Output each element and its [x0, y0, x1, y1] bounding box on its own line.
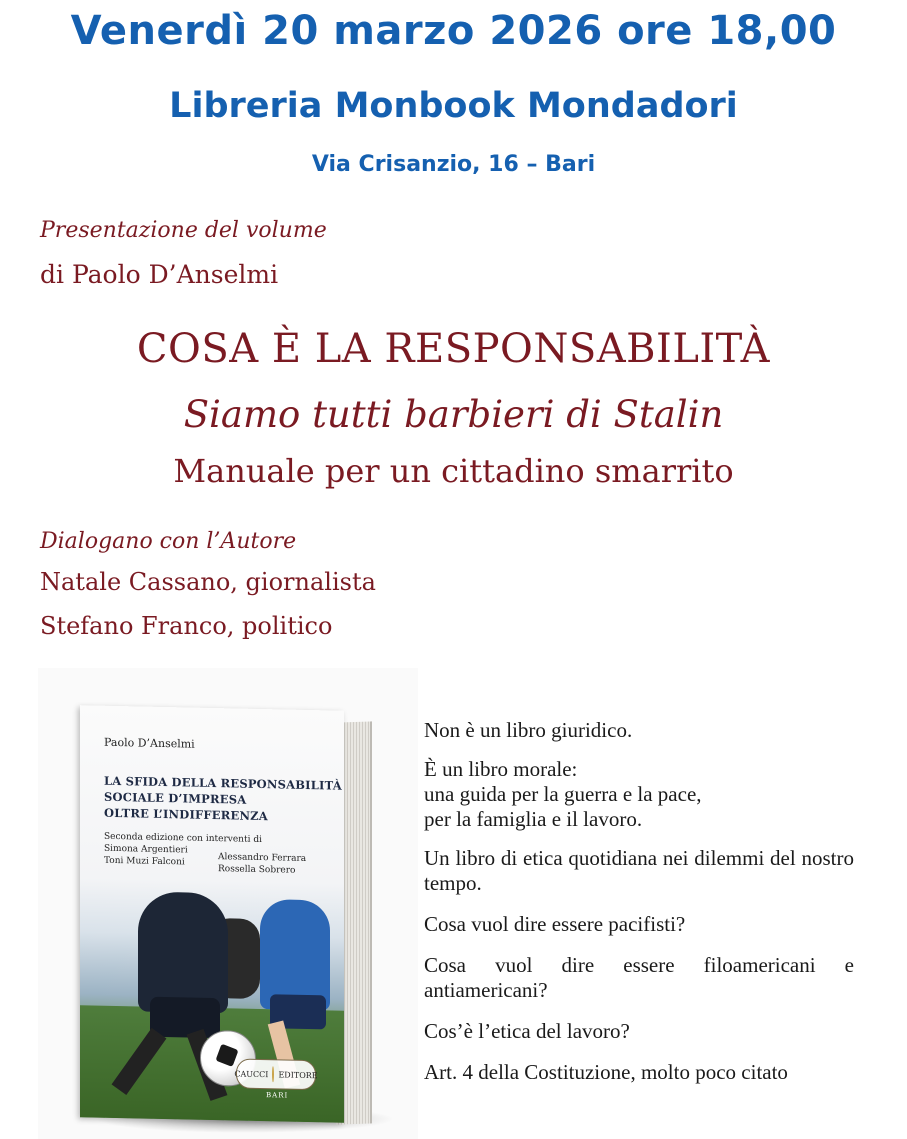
- book-subtitle: Siamo tutti barbieri di Stalin: [183, 393, 724, 436]
- book-tagline: Manuale per un cittadino smarrito: [173, 452, 734, 490]
- cover-contributor: Toni Muzi Falconi: [104, 855, 185, 868]
- cover-title-line: OLTRE L’INDIFFERENZA: [104, 805, 268, 824]
- book-cover: [80, 705, 344, 1123]
- publisher-name-left: CAUCCI: [234, 1068, 269, 1079]
- description-paragraph: Cos’è l’etica del lavoro?: [424, 1019, 630, 1043]
- description-paragraph: Art. 4 della Costituzione, molto poco citato: [424, 1060, 788, 1084]
- book-title: COSA È LA RESPONSABILITÀ: [136, 326, 771, 372]
- description-paragraph: Cosa vuol dire essere pacifisti?: [424, 912, 686, 936]
- dialog-label: Dialogano con l’Autore: [40, 529, 297, 554]
- description-paragraph: [424, 757, 854, 832]
- publisher-name-right: EDITORE: [278, 1069, 318, 1080]
- publisher-city: BARI: [266, 1091, 289, 1100]
- cover-title-line: SOCIALE D’IMPRESA: [104, 789, 247, 807]
- description-paragraph: Cosa vuol dire essere filoamericani e antiamericani?: [424, 953, 854, 1002]
- cover-contributor: Simona Argentieri: [104, 843, 188, 856]
- description-line: per la famiglia e il lavoro.: [424, 807, 643, 831]
- player-shorts: [150, 997, 220, 1038]
- book-description: [424, 718, 854, 1085]
- cover-title-line: LA SFIDA DELLA RESPONSABILITÀ: [104, 773, 342, 793]
- speaker-item: Stefano Franco, politico: [40, 612, 333, 640]
- cover-contributor: Alessandro Ferrara: [218, 852, 307, 864]
- venue-address: Via Crisanzio, 16 – Bari: [311, 152, 596, 177]
- author-line: di Paolo D’Anselmi: [40, 260, 279, 289]
- publisher-logo: [236, 1059, 316, 1091]
- description-line: una guida per la guerra e la pace,: [424, 782, 702, 806]
- event-date-time: Venerdì 20 marzo 2026 ore 18,00: [70, 8, 837, 54]
- description-paragraph: Non è un libro giuridico.: [424, 718, 633, 742]
- cover-contributor: Rossella Sobrero: [218, 864, 296, 876]
- speaker-item: Natale Cassano, giornalista: [40, 568, 376, 596]
- description-line: È un libro morale:: [424, 757, 578, 781]
- publisher-seal-icon: [272, 1066, 274, 1082]
- player-figure: [138, 891, 228, 1013]
- description-paragraph: Un libro di etica quotidiana nei dilemmi del nostro tempo.: [424, 846, 854, 895]
- cover-author: Paolo D’Anselmi: [104, 735, 195, 751]
- presentation-label: Presentazione del volume: [40, 218, 327, 243]
- venue-name: Libreria Monbook Mondadori: [169, 86, 738, 126]
- cover-edition: Seconda edizione con interventi di: [104, 831, 262, 846]
